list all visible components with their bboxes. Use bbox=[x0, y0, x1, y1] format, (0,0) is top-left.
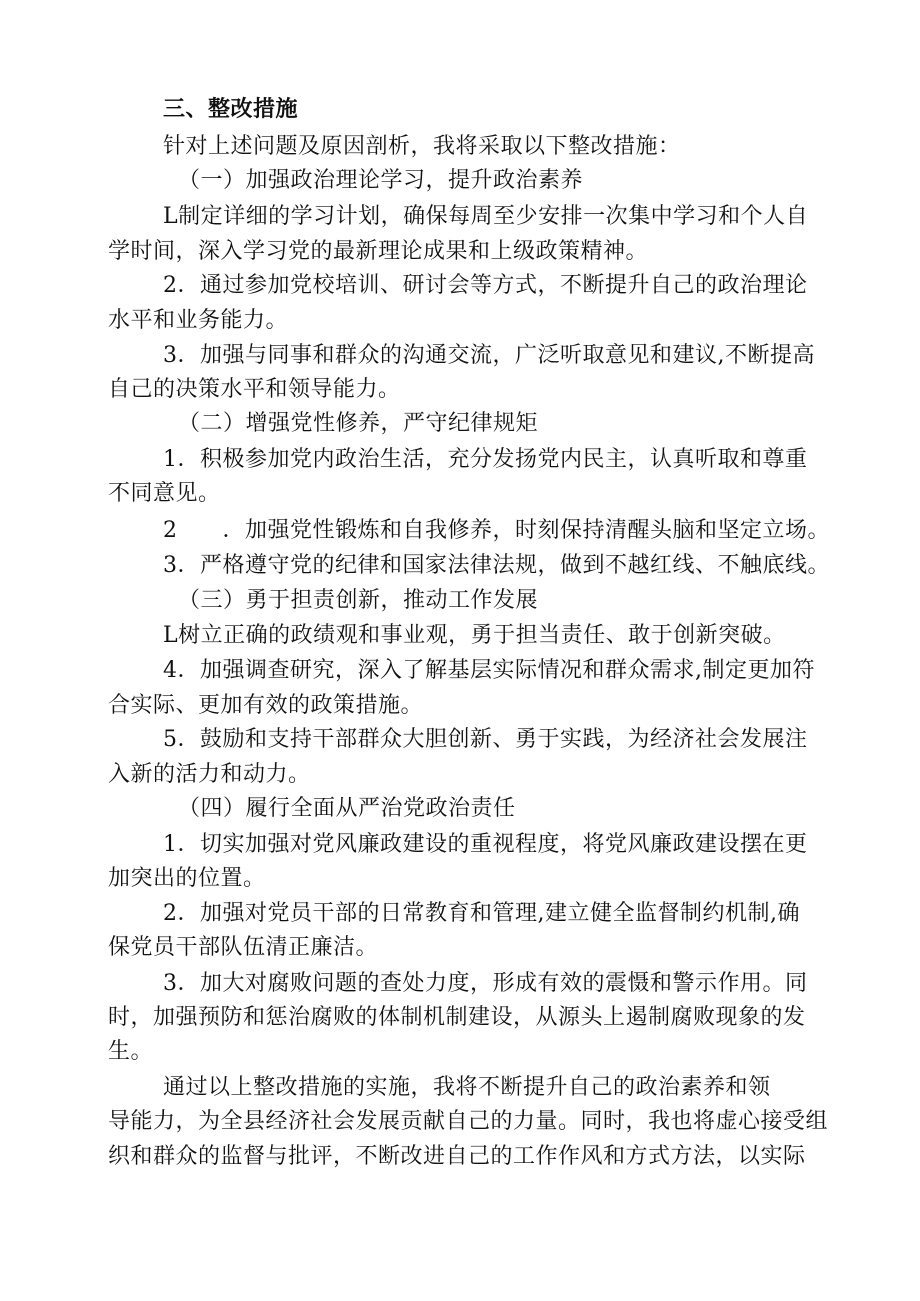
list-item-text: L树立正确的政绩观和事业观，勇于担当责任、敢于创新突破。 bbox=[163, 623, 786, 648]
list-item-text: 2．加强对党员干部的日常教育和管理,建立健全监督制约机制,确 bbox=[163, 901, 800, 926]
intro-paragraph: 针对上述问题及原因剖析，我将采取以下整改措施： bbox=[163, 134, 681, 159]
subsection-title: （二）增强党性修养，严守纪律规矩 bbox=[178, 411, 539, 436]
list-item-text: 水平和业务能力。 bbox=[108, 308, 289, 333]
list-item-text: 1．切实加强对党风廉政建设的重视程度，将党风廉政建设摆在更 bbox=[163, 832, 808, 857]
list-item-text: 4．加强调查研究，深入了解基层实际情况和群众需求,制定更加符 bbox=[163, 658, 815, 683]
list-item-text: 入新的活力和动力。 bbox=[108, 762, 311, 787]
list-item-text: 3．加强与同事和群众的沟通交流，广泛听取意见和建议,不断提高 bbox=[163, 343, 815, 368]
subsection-title: （一）加强政治理论学习，提升政治素养 bbox=[178, 168, 584, 193]
closing-paragraph: 导能力，为全县经济社会发展贡献自己的力量。同时，我也将虚心接受组 bbox=[108, 1109, 829, 1134]
closing-paragraph: 织和群众的监督与批评，不断改进自己的工作作风和方式方法，以实际 bbox=[108, 1144, 806, 1169]
list-item-text: 保党员干部队伍清正廉洁。 bbox=[108, 935, 379, 960]
list-item-text: 合实际、更加有效的政策措施。 bbox=[108, 693, 424, 718]
list-item-text: 3．加大对腐败问题的查处力度，形成有效的震慑和警示作用。同 bbox=[163, 971, 808, 996]
subsection-title: （三）勇于担责创新，推动工作发展 bbox=[178, 588, 539, 613]
list-item-text: L制定详细的学习计划，确保每周至少安排一次集中学习和个人自 bbox=[163, 204, 809, 229]
list-item-text: 1．积极参加党内政治生活，充分发扬党内民主，认真听取和尊重 bbox=[163, 447, 808, 472]
list-item-text: 2 ．加强党性锻炼和自我修养，时刻保持清醒头脑和坚定立场。 bbox=[163, 518, 830, 543]
list-item-text: 生。 bbox=[108, 1039, 154, 1064]
closing-paragraph: 通过以上整改措施的实施，我将不断提升自己的政治素养和领 bbox=[163, 1075, 771, 1100]
list-item-text: 加突出的位置。 bbox=[108, 866, 266, 891]
list-item-text: 5．鼓励和支持干部群众大胆创新、勇于实践，为经济社会发展注 bbox=[163, 727, 808, 752]
list-item-text: 3．严格遵守党的纪律和国家法律法规，做到不越红线、不触底线。 bbox=[163, 553, 830, 578]
list-item-text: 学时间，深入学习党的最新理论成果和上级政策精神。 bbox=[108, 239, 649, 264]
list-item-text: 不同意见。 bbox=[108, 481, 221, 506]
list-item-text: 自己的决策水平和领导能力。 bbox=[108, 377, 401, 402]
list-item-text: 时，加强预防和惩治腐败的体制机制建设，从源头上遏制腐败现象的发 bbox=[108, 1005, 806, 1030]
subsection-title: （四）履行全面从严治党政治责任 bbox=[178, 796, 516, 821]
list-item-text: 2．通过参加党校培训、研讨会等方式，不断提升自己的政治理论 bbox=[163, 273, 808, 298]
section-heading: 三、整改措施 bbox=[163, 97, 299, 122]
